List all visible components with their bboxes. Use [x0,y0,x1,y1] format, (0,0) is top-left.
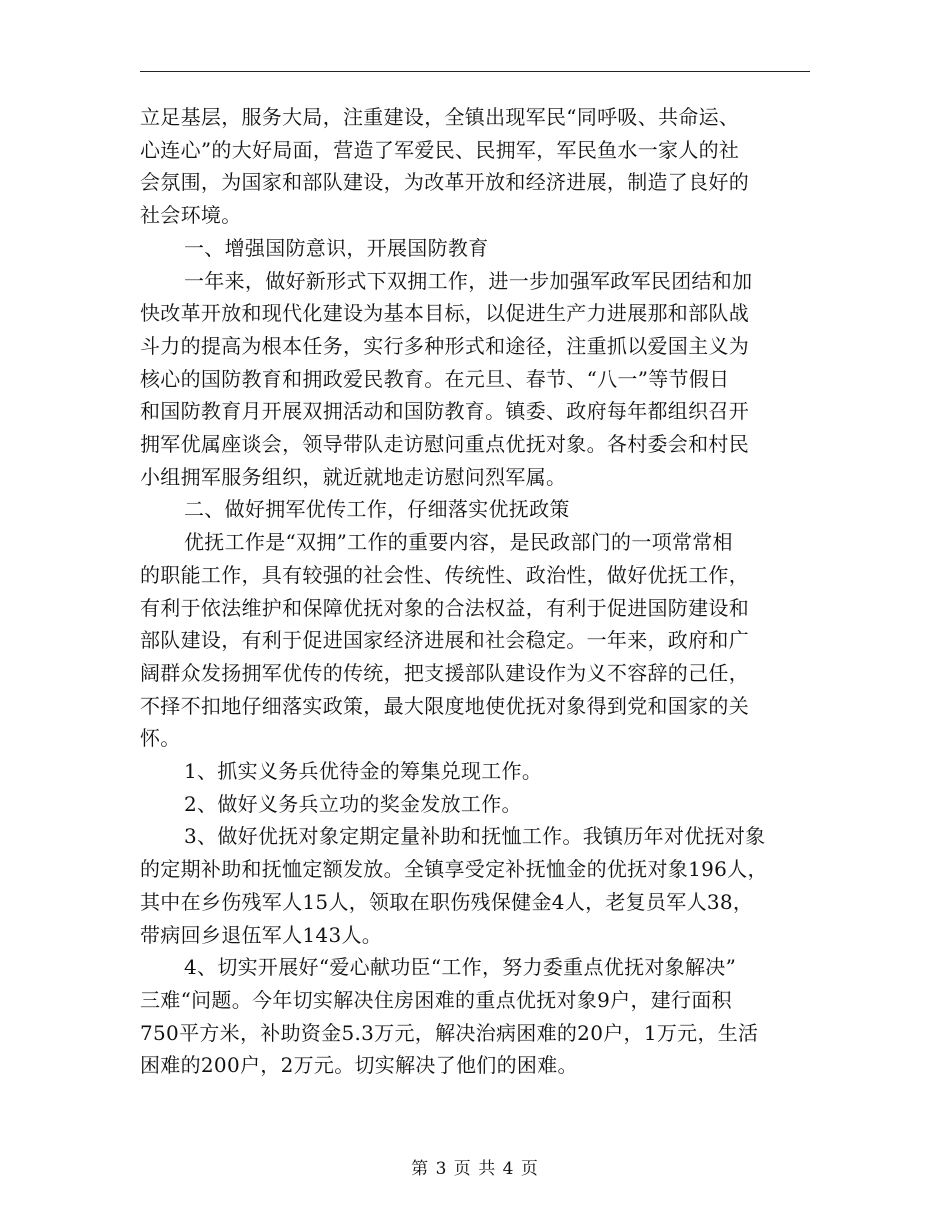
body-text [140,101,810,1082]
paragraph-line: 有利于依法维护和保障优抚对象的合法权益，有利于促进国防建设和 [140,595,749,620]
paragraph-line: 斗力的提高为根本任务，实行多种形式和途径，注重抓以爱国主义为 [140,333,749,358]
section-heading-1: 一、增强国防意识，开展国防教育 [184,235,489,260]
paragraph-line: 拥军优属座谈会，领导带队走访慰问重点优抚对象。各村委会和村民 [140,432,749,457]
paragraph-line: 的定期补助和抚恤定额发放。全镇享受定补抚恤金的优抚对象196人， [140,857,768,882]
paragraph-line: 三难“问题。今年切实解决住房困难的重点优抚对象9户，建行面积 [140,987,732,1012]
paragraph-line: 其中在乡伤残军人15人，领取在职伤残保健金4人，老复员军人38， [140,889,754,914]
paragraph-line: 困难的200户，2万元。切实解决了他们的困难。 [140,1053,578,1078]
paragraph-line: 优抚工作是“双拥”工作的重要内容，是民政部门的一项常常相 [184,530,733,555]
paragraph-line: 小组拥军服务组织，就近就地走访慰问烈军属。 [140,464,567,489]
paragraph-line: 快改革开放和现代化建设为基本目标，以促进生产力进展那和部队战 [140,301,749,326]
paragraph-line: 一年来，做好新形式下双拥工作，进一步加强军政军民团结和加 [184,268,753,293]
paragraph-line: 750平方米，补助资金5.3万元，解决治病困难的20户，1万元，生活 [140,1020,759,1045]
paragraph-line: 不择不扣地仔细落实政策，最大限度地使优抚对象得到党和国家的关 [140,693,749,718]
paragraph-line: 带病回乡退伍军人143人。 [140,922,383,947]
paragraph-line: 怀。 [140,726,181,751]
paragraph-line: 会氛围，为国家和部队建设，为改革开放和经济进展，制造了良好的 [140,170,749,195]
paragraph-line: 阔群众发扬拥军优传的传统，把支援部队建设作为义不容辞的己任， [140,660,749,685]
list-item-4: 4、切实开展好“爱心献功臣“工作，努力委重点优抚对象解决” [184,955,737,980]
paragraph-line: 立足基层，服务大局，注重建设，全镇出现军民“同呼吸、共命运、 [140,105,740,129]
paragraph-line: 核心的国防教育和拥政爱民教育。在元旦、春节、“八一”等节假日 [140,366,730,391]
list-item-1: 1、抓实义务兵优待金的筹集兑现工作。 [184,759,543,784]
paragraph-line: 心连心”的大好局面，营造了军爱民、民拥军，军民鱼水一家人的社 [140,137,740,162]
list-item-2: 2、做好义务兵立功的奖金发放工作。 [184,791,522,816]
paragraph-line: 部队建设，有利于促进国家经济进展和社会稳定。一年来，政府和广 [140,628,749,653]
paragraph-line: 社会环境。 [140,203,242,228]
page-number-footer: 第 3 页 共 4 页 [411,1159,539,1179]
section-heading-2: 二、做好拥军优传工作，仔细落实优抚政策 [184,497,570,522]
paragraph-line: 和国防教育月开展双拥活动和国防教育。镇委、政府每年都组织召开 [140,399,749,424]
header-rule [140,71,810,72]
list-item-3: 3、做好优抚对象定期定量补助和抚恤工作。我镇历年对优抚对象 [184,824,766,849]
paragraph-line: 的职能工作，具有较强的社会性、传统性、政治性，做好优抚工作， [140,562,749,587]
